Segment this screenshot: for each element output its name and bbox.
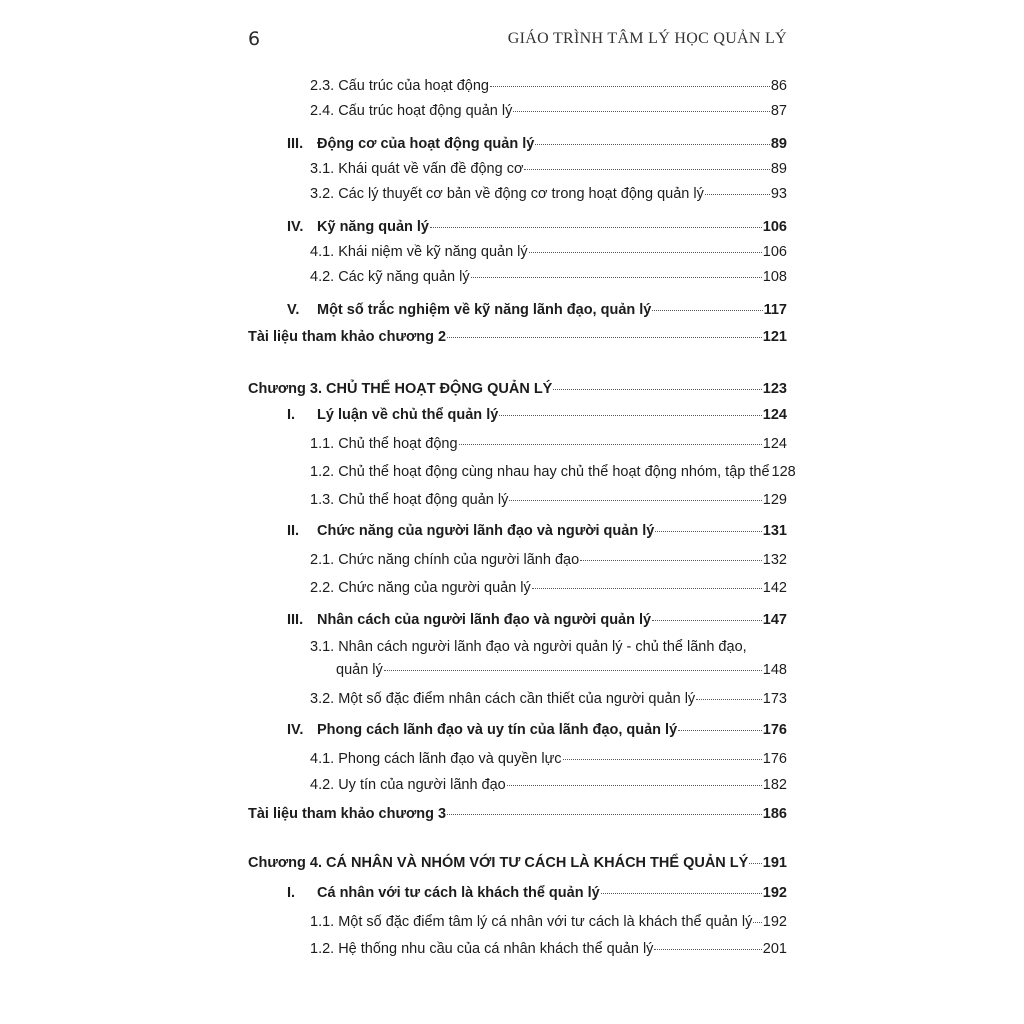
toc-entry xyxy=(310,242,787,262)
toc-entry xyxy=(310,462,796,482)
toc-entry-page: 123 xyxy=(762,381,787,397)
toc-entry-page: 148 xyxy=(762,662,787,678)
toc-entry-numeral: I. xyxy=(287,407,296,423)
toc-entry-title: 1.2. Hệ thống nhu cầu của cá nhân khách thể quản lý xyxy=(310,941,654,957)
toc-entry-numeral: III. xyxy=(287,136,304,152)
toc-entry-title: 4.2. Uy tín của người lãnh đạo xyxy=(310,777,506,793)
toc-entry-page: 121 xyxy=(762,329,787,345)
toc-entry-page: 176 xyxy=(762,751,787,767)
dot-leader xyxy=(499,415,762,416)
toc-entry xyxy=(310,578,787,598)
toc-entry xyxy=(310,159,787,179)
toc-entry-page: 131 xyxy=(762,523,787,539)
toc-entry-numeral: III. xyxy=(287,612,304,628)
dot-leader xyxy=(507,785,762,786)
toc-entry-page: 106 xyxy=(762,244,787,260)
toc-entry xyxy=(310,101,787,121)
toc-entry xyxy=(310,637,787,657)
toc-entry xyxy=(287,883,787,903)
toc-entry-numeral: IV. xyxy=(287,219,304,235)
toc-entry-page: 192 xyxy=(762,885,787,901)
toc-entry-title: 4.1. Phong cách lãnh đạo và quyền lực xyxy=(310,751,562,767)
toc-entry xyxy=(287,300,787,320)
toc-entry xyxy=(248,327,787,347)
toc-entry-page: 176 xyxy=(762,722,787,738)
toc-entry xyxy=(287,217,787,237)
toc-entry-page: 89 xyxy=(770,136,787,152)
toc-entry xyxy=(310,749,787,769)
toc-entry-page: 124 xyxy=(762,407,787,423)
toc-entry xyxy=(310,490,787,510)
toc-entry-page: 182 xyxy=(762,777,787,793)
toc-entry-title: Nhân cách của người lãnh đạo và người quản lý xyxy=(317,612,652,628)
toc-entry-page: 173 xyxy=(762,691,787,707)
toc-entry xyxy=(310,184,787,204)
toc-entry xyxy=(287,610,787,630)
toc-entry-title: quản lý xyxy=(336,662,383,678)
dot-leader xyxy=(654,949,761,950)
dot-leader xyxy=(513,111,770,112)
toc-entry-title: Tài liệu tham khảo chương 2 xyxy=(248,329,447,345)
toc-entry-page: 108 xyxy=(762,269,787,285)
dot-leader xyxy=(705,194,770,195)
dot-leader xyxy=(447,814,762,815)
toc-entry-page: 129 xyxy=(762,492,787,508)
dot-leader xyxy=(532,588,762,589)
dot-leader xyxy=(753,922,761,923)
toc-entry-title: 3.2. Các lý thuyết cơ bản về động cơ trong hoạt động quản lý xyxy=(310,186,704,202)
dot-leader xyxy=(471,277,762,278)
dot-leader xyxy=(580,560,762,561)
toc-entry-page: 87 xyxy=(770,103,787,119)
dot-leader xyxy=(529,252,762,253)
toc-entry xyxy=(336,660,787,680)
dot-leader xyxy=(535,144,770,145)
toc-entry-title: 2.3. Cấu trúc của hoạt động xyxy=(310,78,489,94)
toc-entry xyxy=(287,521,787,541)
toc-entry-title: Động cơ của hoạt động quản lý xyxy=(317,136,535,152)
toc-entry-numeral: II. xyxy=(287,523,300,539)
toc-entry-title: Một số trắc nghiệm về kỹ năng lãnh đạo, quản lý xyxy=(317,302,652,318)
toc-entry-title: Kỹ năng quản lý xyxy=(317,219,429,235)
toc-entry-title: Phong cách lãnh đạo và uy tín của lãnh đạo, quản lý xyxy=(317,722,678,738)
toc-entry-page: 106 xyxy=(762,219,787,235)
dot-leader xyxy=(524,169,769,170)
dot-leader xyxy=(652,310,762,311)
toc-entry-title: 3.1. Nhân cách người lãnh đạo và người quản lý - chủ thể lãnh đạo, xyxy=(310,639,747,655)
running-title: GIÁO TRÌNH TÂM LÝ HỌC QUẢN LÝ xyxy=(507,30,787,47)
toc-entry xyxy=(287,134,787,154)
toc-entry xyxy=(310,267,787,287)
toc-entry-page: 117 xyxy=(763,302,787,318)
dot-leader xyxy=(678,730,762,731)
toc-entry-title: 1.3. Chủ thể hoạt động quản lý xyxy=(310,492,509,508)
toc-entry-title: Chức năng của người lãnh đạo và người quản lý xyxy=(317,523,655,539)
toc-entry-title: 1.1. Một số đặc điểm tâm lý cá nhân với tư cách là khách thể quản lý xyxy=(310,914,753,930)
toc-entry-title: 3.2. Một số đặc điểm nhân cách cần thiết của người quản lý xyxy=(310,691,696,707)
toc-entry-page: 128 xyxy=(771,464,796,480)
dot-leader xyxy=(384,670,762,671)
toc-entry-page: 147 xyxy=(762,612,787,628)
toc-entry xyxy=(310,434,787,454)
toc-entry-page: 86 xyxy=(770,78,787,94)
toc-entry-numeral: I. xyxy=(287,885,296,901)
dot-leader xyxy=(601,893,762,894)
toc-entry-title: Cá nhân với tư cách là khách thể quản lý xyxy=(317,885,600,901)
toc-entry xyxy=(310,939,787,959)
toc-entry-title: Lý luận về chủ thể quản lý xyxy=(317,407,499,423)
page-number: 6 xyxy=(248,28,261,50)
toc-entry-title: 2.1. Chức năng chính của người lãnh đạo xyxy=(310,552,580,568)
dot-leader xyxy=(459,444,762,445)
toc-entry-page: 192 xyxy=(762,914,787,930)
toc-entry-page: 89 xyxy=(770,161,787,177)
dot-leader xyxy=(447,337,762,338)
dot-leader xyxy=(652,620,762,621)
toc-entry xyxy=(310,912,787,932)
toc-entry-title: 4.1. Khái niệm về kỹ năng quản lý xyxy=(310,244,528,260)
toc-entry xyxy=(248,804,787,824)
toc-entry xyxy=(287,720,787,740)
toc-entry-page: 191 xyxy=(762,855,787,871)
toc-entry-title: 3.1. Khái quát về vấn đề động cơ xyxy=(310,161,524,177)
toc-entry-page: 142 xyxy=(762,580,787,596)
toc-entry xyxy=(310,76,787,96)
toc-entry-page: 186 xyxy=(762,806,787,822)
toc-chapter-entry xyxy=(248,379,787,399)
toc-entry-title: 1.1. Chủ thể hoạt động xyxy=(310,436,458,452)
dot-leader xyxy=(509,500,761,501)
toc-entry-page: 124 xyxy=(762,436,787,452)
toc-entry xyxy=(310,775,787,795)
toc-chapter-entry xyxy=(248,853,787,873)
toc-entry xyxy=(310,550,787,570)
dot-leader xyxy=(553,389,761,390)
toc-entry-title: 2.2. Chức năng của người quản lý xyxy=(310,580,531,596)
toc-entry-title: 2.4. Cấu trúc hoạt động quản lý xyxy=(310,103,513,119)
toc-entry-title: 4.2. Các kỹ năng quản lý xyxy=(310,269,470,285)
toc-entry-page: 201 xyxy=(762,941,787,957)
dot-leader xyxy=(655,531,761,532)
toc-entry-numeral: IV. xyxy=(287,722,304,738)
dot-leader xyxy=(749,863,761,864)
dot-leader xyxy=(563,759,762,760)
toc-entry-title: Tài liệu tham khảo chương 3 xyxy=(248,806,447,822)
toc-entry-page: 93 xyxy=(770,186,787,202)
toc-entry-title: Chương 3. CHỦ THỂ HOẠT ĐỘNG QUẢN LÝ xyxy=(248,381,553,397)
toc-entry xyxy=(287,405,787,425)
dot-leader xyxy=(696,699,762,700)
dot-leader xyxy=(430,227,762,228)
toc-entry-numeral: V. xyxy=(287,302,300,318)
toc-entry xyxy=(310,689,787,709)
toc-entry-page: 132 xyxy=(762,552,787,568)
toc-entry-title: Chương 4. CÁ NHÂN VÀ NHÓM VỚI TƯ CÁCH LÀ KHÁCH THỂ QUẢN LÝ xyxy=(248,855,749,871)
toc-entry-title: 1.2. Chủ thể hoạt động cùng nhau hay chủ thể hoạt động nhóm, tập thể xyxy=(310,464,770,480)
dot-leader xyxy=(490,86,770,87)
